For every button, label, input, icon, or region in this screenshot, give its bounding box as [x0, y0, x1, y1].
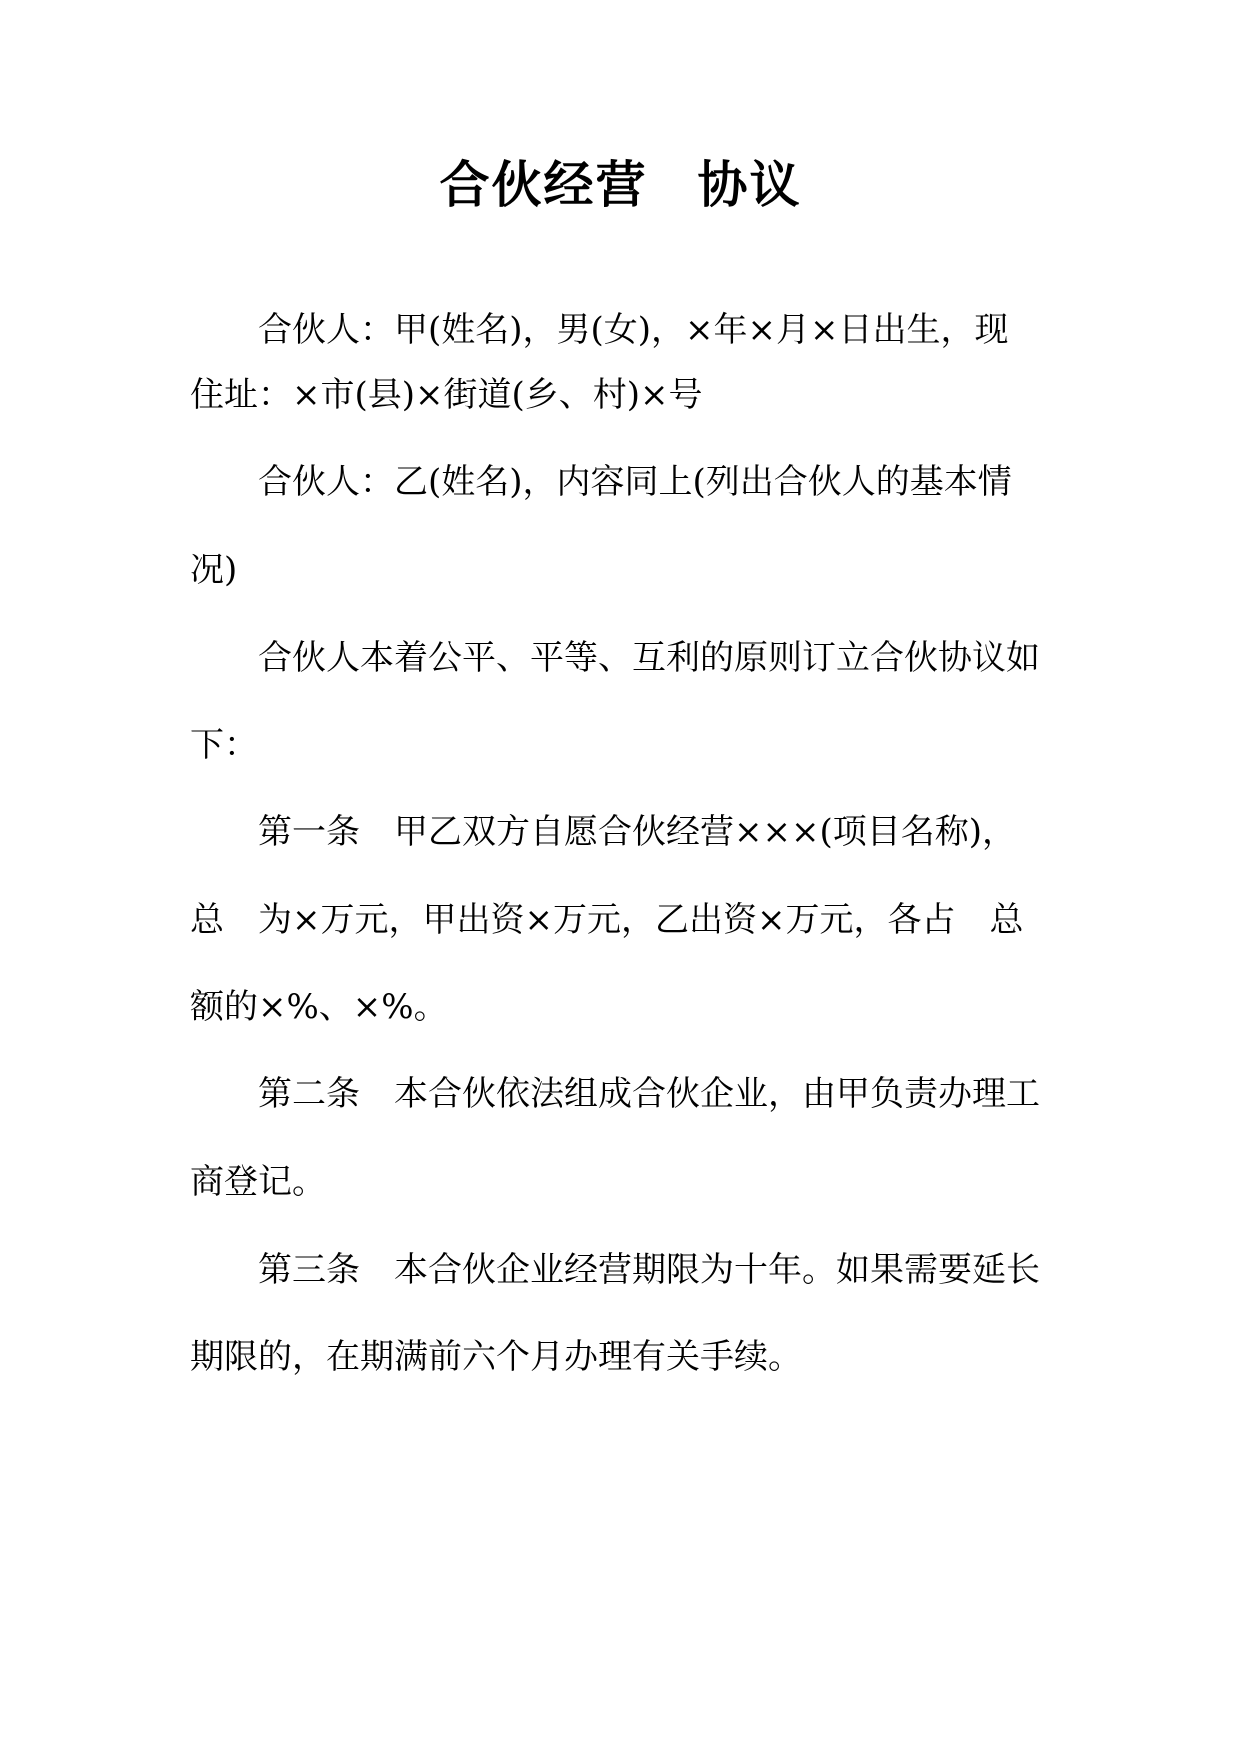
article-1-line-2-middle: 为×万元，甲出资×万元，乙出资×万元，各占 [258, 900, 956, 940]
partner-a-line-2: 住址：×市(县)×街道(乡、村)×号 [190, 375, 703, 415]
article-2-line-2: 商登记。 [190, 1162, 326, 1202]
document-title [0, 150, 1241, 220]
article-1-line-2-end: 总 [989, 900, 1024, 940]
article-2-label: 第二条 [258, 1074, 360, 1114]
article-2-line-1 [190, 1064, 1040, 1124]
article-2-text: 本合伙依法组成合伙企业，由甲负责办理工 [394, 1074, 1040, 1114]
preamble-line-2: 下： [190, 725, 258, 765]
article-1-line-1 [190, 802, 1016, 862]
article-1-line-3: 额的×%、×%。 [190, 987, 448, 1027]
article-3-line-2: 期限的，在期满前六个月办理有关手续。 [190, 1337, 802, 1377]
article-1-line-2 [190, 890, 1022, 950]
article-1-text: 甲乙双方自愿合伙经营×××(项目名称)， [394, 812, 1016, 852]
article-3-label: 第三条 [258, 1250, 360, 1290]
partner-b-line-1: 合伙人：乙(姓名)，内容同上(列出合伙人的基本情 [258, 462, 1012, 502]
article-1-line-2-start: 总 [190, 900, 224, 940]
title-part-1: 合伙经营 [439, 155, 648, 214]
title-part-2: 协议 [697, 155, 802, 214]
article-1-label: 第一条 [258, 812, 360, 852]
partner-a-line-1: 合伙人：甲(姓名)，男(女)，×年×月×日出生，现 [258, 310, 1009, 350]
partner-b-line-2: 况) [190, 550, 238, 590]
article-3-text: 本合伙企业经营期限为十年。如果需要延长 [394, 1250, 1040, 1290]
article-3-line-1 [190, 1240, 1040, 1300]
preamble-line-1: 合伙人本着公平、平等、互利的原则订立合伙协议如 [258, 638, 1040, 678]
